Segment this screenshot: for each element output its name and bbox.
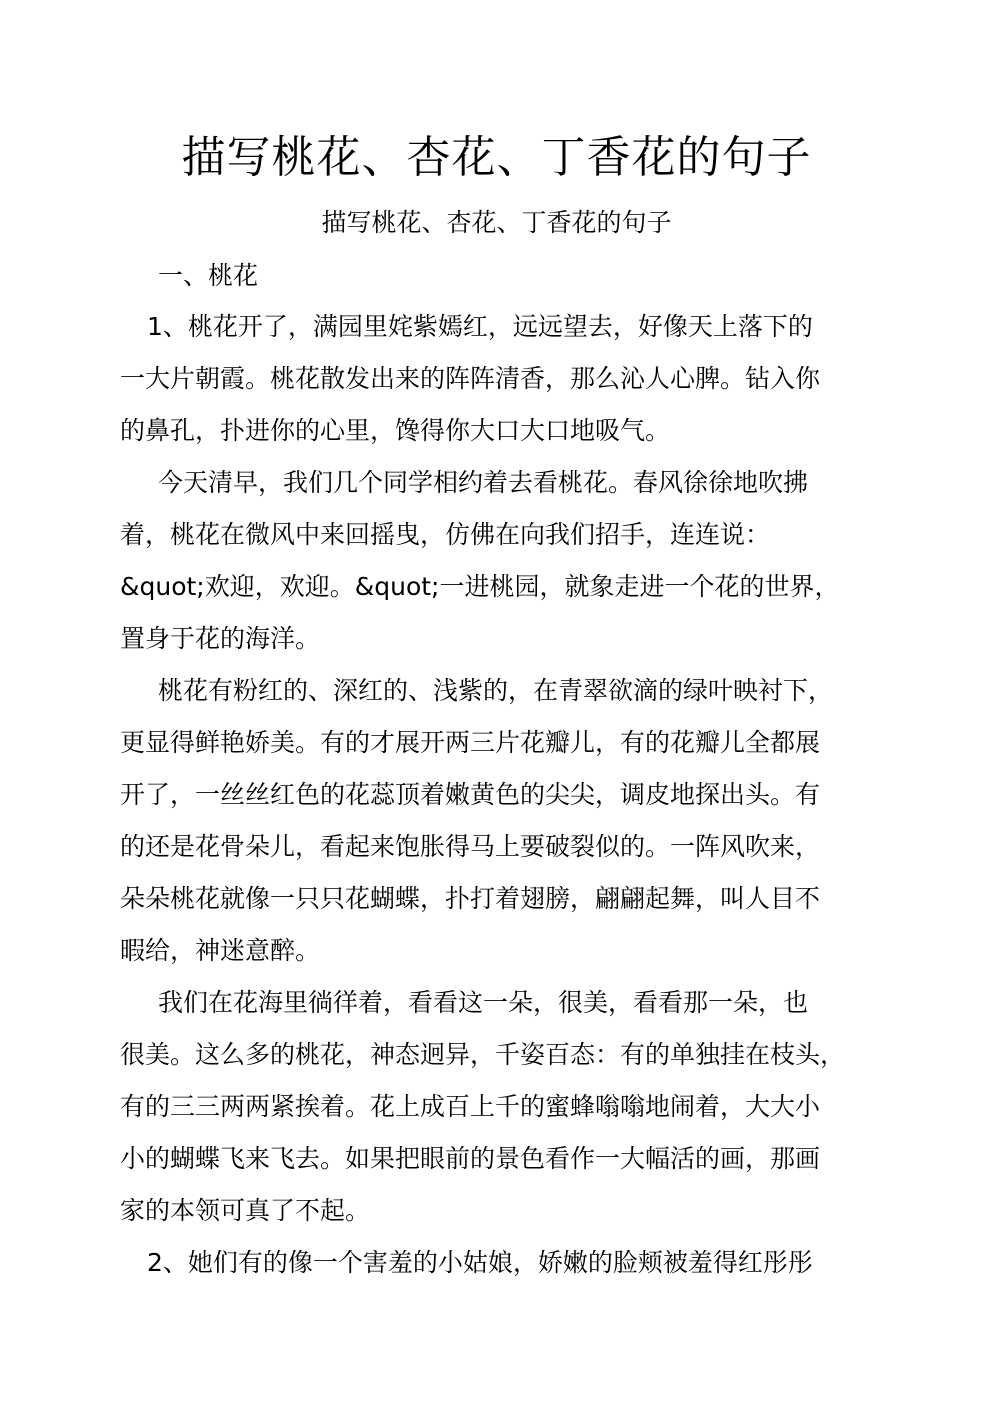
document-subtitle: 描写桃花、杏花、丁香花的句子 [321,208,672,237]
paragraph-line: 的鼻孔，扑进你的心里，馋得你大口大口地吸气。 [120,416,671,445]
document-title: 描写桃花、杏花、丁香花的句子 [181,132,812,183]
section-heading: 一、桃花 [158,261,259,290]
paragraph-line: 家的本领可真了不起。 [120,1196,371,1225]
paragraph-line: 开了，一丝丝红色的花蕊顶着嫩黄色的尖尖，调皮地探出头。有 [120,780,821,809]
paragraph-line: 暇给，神迷意醉。 [120,936,321,965]
paragraph-line: 桃花有粉红的、深红的、浅紫的，在青翠欲滴的绿叶映衬下， [158,676,834,705]
paragraph-line: 有的三三两两紧挨着。花上成百上千的蜜蜂嗡嗡地闹着，大大小 [120,1092,821,1121]
paragraph-line: 1、桃花开了，满园里姹紫嫣红，远远望去，好像天上落下的 [147,312,813,341]
paragraph-line: 一大片朝霞。桃花散发出来的阵阵清香，那么沁人心脾。钻入你 [120,364,821,393]
paragraph-line: 今天清早，我们几个同学相约着去看桃花。春风徐徐地吹拂 [158,468,809,497]
paragraph-line: 很美。这么多的桃花，神态迥异，千姿百态：有的单独挂在枝头， [120,1040,846,1069]
paragraph-line: 小的蝴蝶飞来飞去。如果把眼前的景色看作一大幅活的画，那画 [120,1144,821,1173]
paragraph-line: 置身于花的海洋。 [120,624,321,653]
paragraph-line: 朵朵桃花就像一只只花蝴蝶，扑打着翅膀，翩翩起舞，叫人目不 [120,884,821,913]
paragraph-line: 2、她们有的像一个害羞的小姑娘，娇嫩的脸颊被羞得红彤彤 [147,1248,813,1277]
paragraph-line: 的还是花骨朵儿，看起来饱胀得马上要破裂似的。一阵风吹来， [120,832,821,861]
paragraph-line: 更显得鲜艳娇美。有的才展开两三片花瓣儿，有的花瓣儿全都展 [120,728,821,757]
paragraph-line: &quot;欢迎，欢迎。&quot;一进桃园，就象走进一个花的世界， [120,572,840,601]
paragraph-line: 我们在花海里徜徉着，看看这一朵，很美，看看那一朵，也 [158,988,809,1017]
paragraph-line: 着，桃花在微风中来回摇曳，仿佛在向我们招手，连连说： [120,520,771,549]
